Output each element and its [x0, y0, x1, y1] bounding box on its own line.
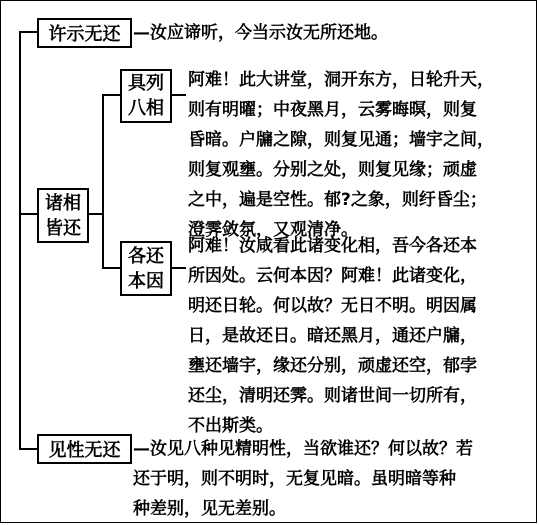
node-xushi-wuhuan	[37, 18, 132, 48]
text-line: 阿难！此大讲堂，洞开东方，日轮升天，	[188, 70, 494, 90]
node-label-line1: 具列	[128, 73, 164, 94]
node-julie-baxiang	[120, 69, 172, 123]
node-label-line2: 皆还	[45, 217, 81, 239]
text-line: —汝见八种见精明性，当欲谁还？何以故？若	[133, 439, 473, 459]
text-line: —汝应谛听，今当示汝无所还地。	[133, 23, 388, 43]
text-line: 壅还墙宇，缘还分别，顽虚还空，郁孛	[188, 356, 477, 376]
node-label-line1: 各还	[128, 245, 164, 267]
node-label: 见性无还	[48, 440, 121, 461]
node-label-line1: 诸相	[45, 192, 81, 214]
node-label-line2: 八相	[128, 98, 164, 119]
text-jianxing	[133, 434, 473, 524]
text-line: 昏暗。户牖之隙，则复见通；墙宇之间，	[188, 130, 494, 150]
text-line: 则有明曜；中夜黑月，云雾晦暝，则复	[188, 100, 477, 120]
text-line: 阿难！汝咸看此诸变化相，吾今各还本	[188, 236, 477, 256]
text-line: 所因处。云何本因？阿难！此诸变化，	[188, 266, 477, 286]
text-line: 澄霁敛氛，又观清净。	[188, 220, 358, 240]
node-label-line2: 本因	[128, 270, 164, 292]
node-label: 许示无还	[48, 24, 121, 45]
text-line: 则复观壅。分别之处，则复见缘；顽虚	[188, 160, 477, 180]
node-zhuxiang-jiehuan	[37, 188, 89, 243]
node-jianxing-wuhuan	[37, 434, 132, 464]
text-line: 还尘，清明还霁。则诸世间一切所有，	[188, 386, 477, 406]
text-line: 明还日轮。何以故？无日不明。明因属	[188, 296, 477, 316]
text-julie	[188, 65, 494, 245]
text-line: 日，是故还日。暗还黑月，通还户牖，	[188, 326, 477, 346]
text-xushi	[133, 18, 388, 48]
text-line: 种差别，见无差别。	[133, 499, 286, 519]
node-gehuan-benyin	[120, 241, 172, 296]
text-gehuan	[188, 231, 477, 441]
text-line: 还于明，则不明时，无复见暗。虽明暗等种	[133, 469, 456, 489]
text-line: 之中，遍是空性。郁?之象，则纡昏尘；	[188, 190, 487, 210]
text-line: 不出斯类。	[188, 416, 273, 436]
